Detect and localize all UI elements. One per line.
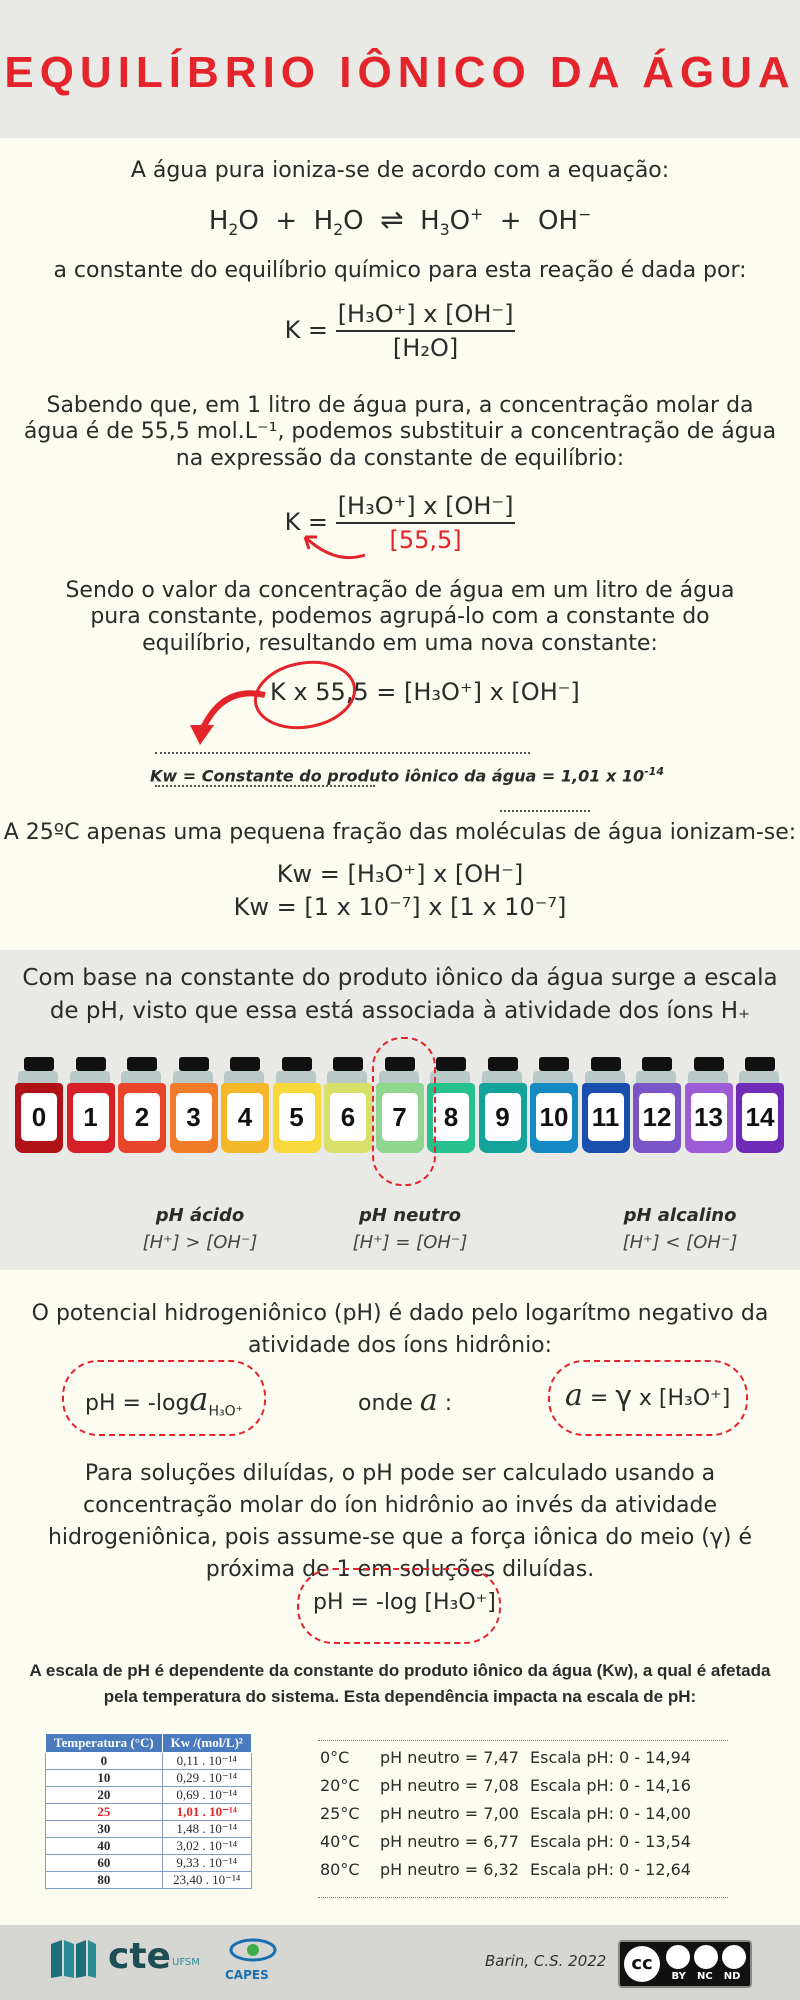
ph-scale-range: Escala pH: 0 - 13,54 <box>530 1832 691 1851</box>
ionization-equation: $H_2O + H_2O$ ⇌ $H_3O^+ + OH^-$ <box>208 203 592 240</box>
bottle-cap <box>127 1057 157 1071</box>
kw-table-temp-cell: 0 <box>46 1753 163 1770</box>
dotted-rule-top <box>155 752 530 754</box>
dotted-rule-exp <box>500 810 590 812</box>
noderivatives-icon <box>722 1945 746 1969</box>
ph-value-label: 13 <box>691 1093 727 1141</box>
neutral-ph-value: pH neutro = 6,32 <box>380 1860 519 1879</box>
k-denominator: [H₂O] <box>392 334 459 362</box>
ph-intro-text: Com base na constante do produto iônico da água surge a escala de pH, visto que essa está associada à atividade dos íons H₊ <box>22 965 778 1025</box>
ph-value-label: 11 <box>588 1093 624 1141</box>
kw-table-row <box>46 1838 252 1855</box>
bottle-cap <box>76 1057 106 1071</box>
k-expression-substituted: K = $\frac{\text{[H₃O⁺] x [OH⁻]}}{[55,5]}$ <box>284 492 514 554</box>
kw-table-temp-cell: 20 <box>46 1787 163 1804</box>
ph-activity-formula: pH = -loga$_{H_3O^+}$ <box>85 1380 244 1420</box>
capes-logo: CAPES <box>225 1968 269 1982</box>
bottle-cap <box>436 1057 466 1071</box>
temp-value: 20°C <box>320 1776 360 1795</box>
ph-value-label: 5 <box>279 1093 315 1141</box>
cte-book-icon <box>48 1938 98 1980</box>
ph-value-label: 12 <box>639 1093 675 1141</box>
bottle-neck <box>276 1071 316 1083</box>
kw-table-temp-cell: 80 <box>46 1872 163 1889</box>
ph-scale-range: Escala pH: 0 - 14,94 <box>530 1748 691 1767</box>
ph-value-label: 7 <box>382 1093 418 1141</box>
k2-denominator: [55,5] <box>389 526 462 554</box>
group-constant-text: Sendo o valor da concentração de água em um litro de água pura constante, podemos agrupá-lo com a constante do equilíbrio, resultando em uma nova constante: <box>65 578 735 656</box>
page-title: EQUILÍBRIO IÔNICO DA ÁGUA <box>4 48 796 97</box>
bottle-cap <box>539 1057 569 1071</box>
temp-value: 0°C <box>320 1748 350 1767</box>
kw-temperature-table <box>45 1733 252 1889</box>
kw-table-value-cell: 23,40 . 10⁻¹⁴ <box>162 1872 251 1889</box>
constant-text: a constante do equilíbrio químico para esta reação é dada por: <box>53 258 747 283</box>
ph-value-label: 14 <box>742 1093 778 1141</box>
bottle-cap <box>745 1057 775 1071</box>
noncommercial-icon <box>694 1945 718 1969</box>
bottle-neck <box>739 1071 779 1083</box>
cc-by: BY <box>671 1971 686 1982</box>
kw-table-temp-cell: 60 <box>46 1855 163 1872</box>
circle-highlight-icon <box>180 655 370 755</box>
kw-table-row <box>46 1770 252 1787</box>
kw-table-row <box>46 1787 252 1804</box>
potential-text: O potencial hidrogeniônico (pH) é dado pelo logarítmo negativo da atividade dos íons hidrônio: <box>31 1301 769 1358</box>
ph-value-label: 4 <box>227 1093 263 1141</box>
kw-table-value-cell: 9,33 . 10⁻¹⁴ <box>162 1855 251 1872</box>
neutral-highlight <box>372 1037 436 1186</box>
temp-list-rule-bottom <box>318 1897 728 1898</box>
neutral-ph-value: pH neutro = 7,08 <box>380 1776 519 1795</box>
bottle-neck <box>585 1071 625 1083</box>
bottle-cap <box>642 1057 672 1071</box>
ph-alkaline-label: pH alcalino <box>623 1205 737 1226</box>
kw-table-wrapper <box>45 1733 252 1889</box>
k-expression: K = $\frac{\text{[H₃O⁺] x [OH⁻]}}{\text{[H₂O]}}$ <box>284 300 514 362</box>
cc-terms <box>666 1971 746 1982</box>
ph-scale-range: Escala pH: 0 - 14,16 <box>530 1776 691 1795</box>
ph-alkaline-relation: [H⁺] < [OH⁻] <box>622 1232 738 1253</box>
temp-ph-row <box>318 1748 738 1772</box>
kw-table-temp-cell: 10 <box>46 1770 163 1787</box>
bottle-neck <box>430 1071 470 1083</box>
temp-ph-row <box>318 1860 738 1884</box>
bottle-neck <box>224 1071 264 1083</box>
kw-table-header-kw: Kw /(mol/L)² <box>162 1734 251 1753</box>
kw-table-value-cell: 3,02 . 10⁻¹⁴ <box>162 1838 251 1855</box>
activity-definition: a = γ x [H₃O⁺] <box>565 1378 731 1413</box>
kw-table-value-cell: 0,11 . 10⁻¹⁴ <box>162 1753 251 1770</box>
capes-eye-icon <box>228 1936 278 1964</box>
kw-table-value-cell: 0,69 . 10⁻¹⁴ <box>162 1787 251 1804</box>
bottle-cap <box>333 1057 363 1071</box>
ph-value-label: 1 <box>73 1093 109 1141</box>
temp-list-rule-top <box>318 1740 728 1741</box>
kw-table-row <box>46 1821 252 1838</box>
bottle-neck <box>121 1071 161 1083</box>
cc-icon: cc <box>624 1946 660 1982</box>
temp-value: 80°C <box>320 1860 360 1879</box>
bottle-cap <box>282 1057 312 1071</box>
ph-scale-range: Escala pH: 0 - 14,00 <box>530 1804 691 1823</box>
bottle-neck <box>70 1071 110 1083</box>
equilibrium-arrow-icon: ⇌ <box>380 203 404 236</box>
cc-nc: NC <box>696 1971 713 1982</box>
kw-table-temp-cell: 40 <box>46 1838 163 1855</box>
ph-neutral-relation: [H⁺] = [OH⁻] <box>352 1232 468 1253</box>
k-grouped-expression: K x 55,5 = [H₃O⁺] x [OH⁻] <box>270 678 580 706</box>
cc-license-badge[interactable] <box>618 1940 752 1988</box>
ph-value-label: 3 <box>176 1093 212 1141</box>
bottle-cap <box>24 1057 54 1071</box>
temp-value: 25°C <box>320 1804 360 1823</box>
cte-logo: cte <box>108 1936 171 1977</box>
ph-simple-formula: pH = -log [H₃O⁺] <box>313 1590 496 1615</box>
ph-neutral-label: pH neutro <box>359 1205 461 1226</box>
ph-value-label: 6 <box>330 1093 366 1141</box>
neutral-ph-value: pH neutro = 7,00 <box>380 1804 519 1823</box>
bottle-neck <box>327 1071 367 1083</box>
neutral-ph-value: pH neutro = 6,77 <box>380 1832 519 1851</box>
bottle-cap <box>488 1057 518 1071</box>
bottle-cap <box>591 1057 621 1071</box>
k-numerator: [H₃O⁺] x [OH⁻] <box>336 300 516 332</box>
kw-table-value-cell: 1,48 . 10⁻¹⁴ <box>162 1821 251 1838</box>
curved-arrow-icon <box>295 525 375 565</box>
onde-text: onde a : <box>358 1383 453 1418</box>
neutral-ph-value: pH neutro = 7,47 <box>380 1748 519 1767</box>
bottle-neck <box>18 1071 58 1083</box>
bottle-neck <box>688 1071 728 1083</box>
ph-value-label: 8 <box>433 1093 469 1141</box>
temp-ph-row <box>318 1776 738 1800</box>
temp-ph-row <box>318 1804 738 1828</box>
ufsm-label: UFSM <box>172 1957 200 1968</box>
kw-table-temp-cell: 30 <box>46 1821 163 1838</box>
temp-ph-row <box>318 1832 738 1856</box>
bottle-neck <box>533 1071 573 1083</box>
dilute-solution-text: Para soluções diluídas, o pH pode ser calculado usando a concentração molar do íon hidrônio ao invés da atividade hidrogeniônica, pois assume-se que a força iônica do meio (γ) é próxima de 1 em soluções diluídas. <box>47 1461 753 1582</box>
kw-equation-1: Kw = [H₃O⁺] x [OH⁻] <box>276 860 524 888</box>
known-concentration-text: Sabendo que, em 1 litro de água pura, a concentração molar da água é de 55,5 mol.L⁻¹, podemos substituir a concentração de água na expressão da constante de equilíbrio: <box>23 393 777 471</box>
kw-table-value-cell: 1,01 . 10⁻¹⁴ <box>162 1804 251 1821</box>
temperature-text: A 25ºC apenas uma pequena fração das moléculas de água ionizam-se: <box>3 820 797 845</box>
ph-acid-relation: [H⁺] > [OH⁻] <box>142 1232 258 1253</box>
bottle-cap <box>230 1057 260 1071</box>
bottle-cap <box>694 1057 724 1071</box>
temp-value: 40°C <box>320 1832 360 1851</box>
ph-acid-label: pH ácido <box>155 1205 245 1226</box>
kw-table-row <box>46 1753 252 1770</box>
cc-nd: ND <box>723 1971 741 1982</box>
kw-equation-2: Kw = [1 x 10⁻⁷] x [1 x 10⁻⁷] <box>233 893 567 921</box>
intro-text: A água pura ioniza-se de acordo com a equação: <box>130 158 670 183</box>
dotted-rule-bottom <box>155 785 375 787</box>
ph-value-label: 9 <box>485 1093 521 1141</box>
bottle-cap <box>179 1057 209 1071</box>
person-icon <box>666 1945 690 1969</box>
bottle-neck <box>636 1071 676 1083</box>
ph-value-label: 0 <box>21 1093 57 1141</box>
ph-value-label: 10 <box>536 1093 572 1141</box>
scale-dependence-text: A escala de pH é dependente da constante do produto iônico da água (Kw), a qual é afetada pela temperatura do sistema. Esta dependência impacta na escala de pH: <box>29 1661 771 1707</box>
bottle-neck <box>482 1071 522 1083</box>
kw-table-header-temp: Temperatura (°C) <box>46 1734 163 1753</box>
kw-table-temp-cell: 25 <box>46 1804 163 1821</box>
kw-table-row <box>46 1855 252 1872</box>
ph-scale-range: Escala pH: 0 - 12,64 <box>530 1860 691 1879</box>
bottle-neck <box>173 1071 213 1083</box>
ph-value-label: 2 <box>124 1093 160 1141</box>
author-credit: Barin, C.S. 2022 <box>485 1952 607 1970</box>
kw-table-value-cell: 0,29 . 10⁻¹⁴ <box>162 1770 251 1787</box>
kw-definition: Kw = Constante do produto iônico da água = 1,01 x $10^{-14}$ <box>150 765 664 786</box>
kw-table-row <box>46 1804 252 1821</box>
kw-table-row <box>46 1872 252 1889</box>
k2-numerator: [H₃O⁺] x [OH⁻] <box>336 492 516 524</box>
